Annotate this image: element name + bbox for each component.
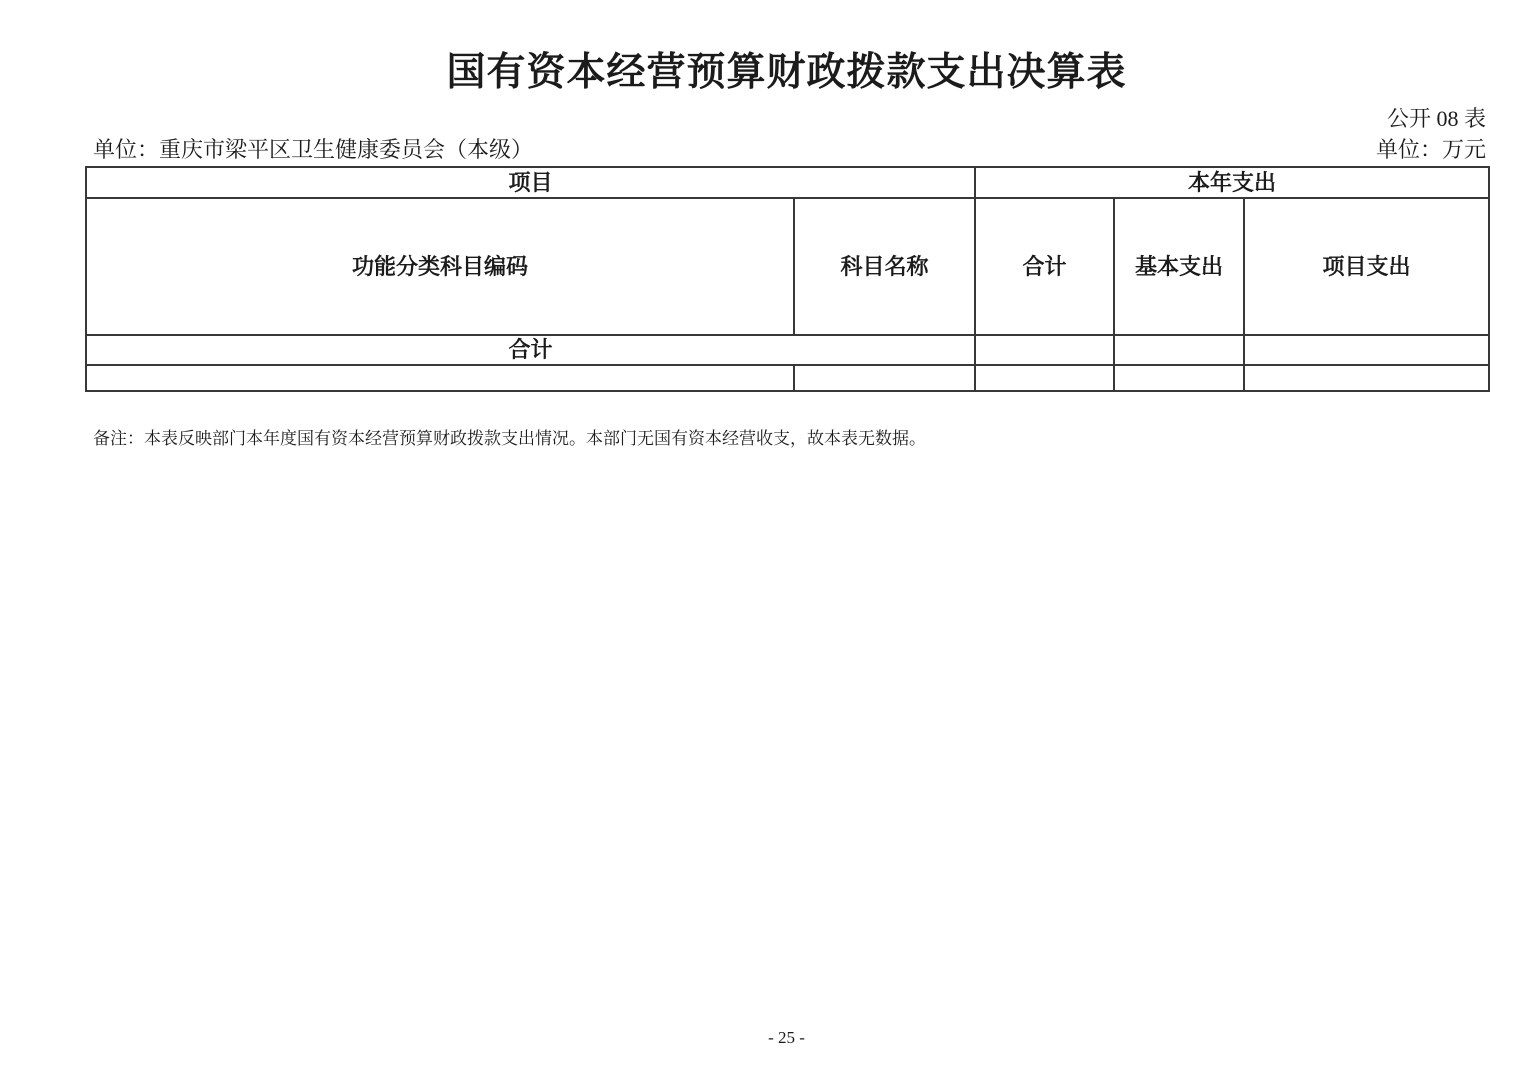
meta-row xyxy=(93,137,1486,163)
table-code-label: 公开 08 表 xyxy=(1386,106,1486,131)
blank-row-code-cell xyxy=(86,365,794,391)
total-row-project-cell xyxy=(1244,335,1489,365)
header-cell-basic-expenditure: 基本支出 xyxy=(1114,198,1244,335)
blank-row-basic-cell xyxy=(1114,365,1244,391)
blank-data-row xyxy=(86,365,1489,391)
total-row-total-cell xyxy=(975,335,1114,365)
budget-table xyxy=(85,166,1490,392)
org-unit-label: 单位：重庆市梁平区卫生健康委员会（本级） xyxy=(93,137,534,162)
header-cell-function-code: 功能分类科目编码 xyxy=(86,198,794,335)
blank-row-name-cell xyxy=(794,365,975,391)
header-cell-total: 合计 xyxy=(975,198,1114,335)
total-row-basic-cell xyxy=(1114,335,1244,365)
total-row-label: 合计 xyxy=(86,335,975,365)
total-row xyxy=(86,335,1489,365)
header-cell-project: 项目 xyxy=(86,167,975,198)
currency-unit-label: 单位：万元 xyxy=(1375,137,1486,162)
header-cell-subject-name: 科目名称 xyxy=(794,198,975,335)
column-header-row xyxy=(86,198,1489,335)
blank-row-project-cell xyxy=(1244,365,1489,391)
page-number: - 25 - xyxy=(768,1028,805,1047)
header-cell-project-expenditure: 项目支出 xyxy=(1244,198,1489,335)
header-cell-current-year-expenditure: 本年支出 xyxy=(975,167,1489,198)
note-text: 备注：本表反映部门本年度国有资本经营预算财政拨款支出情况。本部门无国有资本经营收支，故本表无数据。 xyxy=(93,429,926,448)
page-title: 国有资本经营预算财政拨款支出决算表 xyxy=(446,51,1127,94)
group-header-row xyxy=(86,167,1489,198)
blank-row-total-cell xyxy=(975,365,1114,391)
